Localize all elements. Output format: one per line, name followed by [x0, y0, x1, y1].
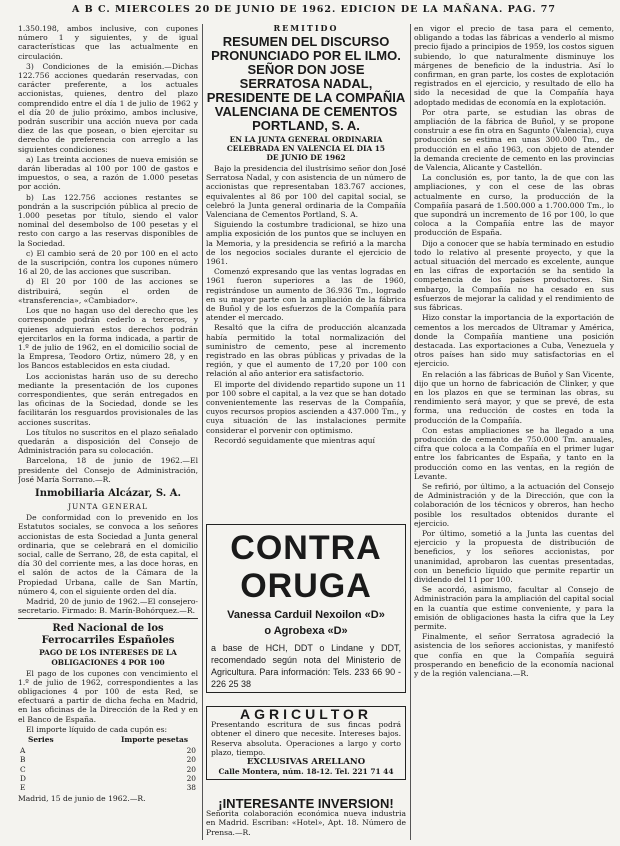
paragraph: c) El cambio será de 20 por 100 en el acto de la suscripción, contra los cupones número 16 al 20, de las acciones que suscriban. [18, 248, 198, 277]
paragraph: Siguiendo la costumbre tradicional, se hizo una amplia exposición de los puntos que se incluyen en la Memoria, y la presidencia se refirió a la marcha de los negocios sociales durante el ejercicio de 1961. [206, 220, 406, 267]
section-label: REMITIDO [273, 24, 339, 33]
article-title: RESUMEN DEL DISCURSO PRONUNCIADO POR EL ILMO. SEÑOR DON JOSE SERRATOSA NADAL, PRESIDENTE DE LA COMPAÑIA VALENCIANA DE CEMENTOS PORTLAND, S. A. [206, 34, 406, 134]
table-row [18, 774, 198, 783]
advertisement-oruga [206, 524, 406, 693]
notice-subtitle: JUNTA GENERAL [68, 501, 148, 511]
paragraph: Finalmente, el señor Serratosa agradeció la asistencia de los señores accionistas, y manifestó que confía en que la Compañía seguirá prosperando en beneficio de la economía nacional y de la región valenciana.—R. [414, 632, 614, 679]
paragraph: El pago de los cupones con vencimiento el 1.º de julio de 1962, correspondientes a las obligaciones 4 por 100 de esta Red, se efectuará a partir de dicha fecha en Madrid, en las oficinas de la Dirección de la Red y en el Banco de España. [18, 668, 198, 724]
paragraph: en vigor el precio de tasa para el cemento, obligando a todas las fábricas a venderlo al mismo precio fijado a principios de 1959, los costos siguen subiendo, lo que naturalmente disminuye los márgenes de beneficio de la industria. Así lo confirman, en gran parte, los costes de explotación registrados en el ejercicio, y resultado de ello ha sido la necesidad de que la Compañía haya adoptado medidas de economía en la explotación. [414, 24, 614, 107]
paragraph: Por otra parte, se estudian las obras de ampliación de la fábrica de Buñol, y se propone construir a ese fin otra en Sagunto (Valencia), cuya producción se estima en unas 300.000 Tm., de producción en el año 1963, con objeto de atender la demanda creciente de cemento en las provincias de Valencia, Alicante y Castellón. [414, 107, 614, 173]
ad-address: Calle Montera, núm. 18-12. Tel. 221 71 44 [218, 766, 394, 776]
column-right [414, 24, 614, 840]
paragraph: a) Las treinta acciones de nueva emisión se darán liberadas al 100 por 100 de gastos e impuestos, o sea, a razón de 1.000 pesetas por acción. [18, 154, 198, 192]
table-cell: 20 [186, 773, 196, 783]
ad-headline: AGRICULTOR [239, 706, 373, 722]
notice-title: Inmobiliaria Alcázar, S. A. [35, 487, 181, 499]
paragraph: b) Las 122.756 acciones restantes se pondrán a la suscripción pública al precio de 1.000 pesetas por título, siendo el valor nominal del desembolso de 100 pesetas y el resto con cargo a las reservas disponibles de la Sociedad. [18, 192, 198, 248]
table-cell: A [20, 746, 26, 756]
paragraph: Por último, sometió a la Junta las cuentas del ejercicio y la propuesta de distribución de beneficios, y los señores accionistas, por unanimidad, aprobaron las cuentas presentadas, con un beneficio líquido que permite repartir un dividendo del 11 por 100. [414, 528, 614, 584]
paragraph: Recordó seguidamente que mientras aquí [214, 435, 375, 445]
paragraph: 3) Condiciones de la emisión.—Dichas 122.756 acciones quedarán reservadas, con carácter preferente, a los actuales accionistas, quienes, dentro del plazo comprendido entre el día 1 de julio de 1962 y el día 20 de julio próximo, ambos inclusive, podrán suscribir una acción nueva por cada diez de las que posean, o bien ejercitar su derecho de preferencia con arreglo a las siguientes condiciones: [18, 61, 198, 154]
table-header [18, 735, 198, 744]
article-subtitle: EN LA JUNTA GENERAL ORDINARIA CELEBRADA EN VALENCIA EL DIA 15 [226, 135, 386, 153]
paragraph: Se acordó, asimismo, facultar al Consejo de Administración para la ampliación del capital social en la cuantía que estime conveniente, y para la emisión de obligaciones hasta la cifra que la Ley permite. [414, 585, 614, 631]
column-left [18, 24, 198, 840]
ad-body: Presentando escritura de sus fincas podrá obtener el dinero que necesite. Intereses bajos. Reserva absoluta. Operaciones a largo y corto plazo, tiempo. [211, 720, 401, 757]
advertisement-agricultor [206, 706, 406, 780]
paragraph: Comenzó expresando que las ventas logradas en 1961 fueron superiores a las de 1960, registrándose un aumento de 36.936 Tm., logrado en su mayor parte con la ampliación de la fábrica de Buñol y de los esfuerzos de la Compañía para atender el mercado. [206, 267, 406, 323]
page-header: A B C. MIERCOLES 20 DE JUNIO DE 1962. EDICION DE LA MAÑANA. PAG. 77 [71, 4, 557, 15]
table-cell: 20 [186, 764, 196, 774]
paragraph: 1.350.198, ambos inclusive, con cupones número 1 y siguientes, y de igual características que las actualmente en circulación. [18, 24, 198, 61]
table-row [18, 746, 198, 755]
table-cell: C [20, 764, 26, 774]
ad-headline: ¡INTERESANTE INVERSION! [218, 796, 394, 811]
article-subtitle: DE JUNIO DE 1962 [266, 153, 346, 163]
paragraph: Se refirió, por último, a la actuación del Consejo de Administración y de la Dirección, que con la colaboración de los técnicos y obreros, han hecho posible los resultados obtenidos durante el ejercicio. [414, 481, 614, 528]
ad-product: o Agrobexa «D» [264, 625, 348, 637]
table-cell: 20 [186, 746, 196, 756]
paragraph: Resaltó que la cifra de producción alcanzada había permitido la total normalización del suministro de cemento, pese al incremento registrado en las obras públicas y privadas de la región, y que el aumento de 17,20 por 100 con relación al año anterior era satisfactorio. [206, 323, 406, 379]
paragraph: De conformidad con lo prevenido en los Estatutos sociales, se convoca a los señores accionistas de esta Sociedad a Junta general ordinaria, que se celebrará en el domicilio social, calle de Serrano, 28, de esta capital, el día 30 del corriente mes, a las doce horas, en el salón de actos de la Cámara de la Propiedad Urbana, calle de San Martín, número 4, con el siguiente orden del día. [18, 513, 198, 596]
paragraph: Madrid, 15 de junio de 1962.—R. [18, 794, 146, 804]
ad-body: Señorita colaboración económica nueva industria en Madrid. Escriban: «Hotel», Apt. 18. Número de Prensa.—R. [206, 809, 406, 837]
column-rule [202, 24, 203, 840]
paragraph: Hizo constar la importancia de la exportación de cementos a los mercados de Ultramar y América, donde la Compañía mantiene una posición destacada. Las exportaciones a Cuba, Venezuela y otros países han sido muy satisfactorias en el ejercicio. [414, 313, 614, 369]
ad-body: a base de HCH, DDT o Lindane y DDT, recomendado según nota del Ministerio de Agricultura. Para información: Tels. 233 66 90 - 226 25 38 [211, 643, 401, 689]
paragraph: El importe del dividendo repartido supone un 11 por 100 sobre el capital, a la vez que se han dotado convenientemente las reservas de la Compañía, cuyos recursos propios ascienden a 437.000 Tm., y cuya situación de las instalaciones permite considerar el porvenir con optimismo. [206, 379, 406, 435]
paragraph: Dijo a conocer que se había terminado en estudio todo lo relativo al presente proyecto, y que la actual situación del mercado es excelente, aunque en las cifras de exportación se ha sentido la competencia de los países productores. Sin embargo, la Compañía no ha cesado en sus esfuerzos de mejorar la calidad y el rendimiento de sus fábricas. [414, 238, 614, 313]
table-header-cell: Importe pesetas [120, 735, 188, 744]
paragraph: Madrid, 20 de junio de 1962.—El consejero-secretario. Firmado: B. Marín-Bohórquez.—R. [18, 596, 198, 616]
paragraph: Los que no hagan uso del derecho que les corresponde podrán cederlo a terceros, y quienes adquieran estos derechos podrán ejercitarlos en la forma indicada, a partir de 1.º de julio de 1962, en el domicilio social de la Empresa, Teodoro Ortiz, número 28, y en los Bancos establecidos en esta ciudad. [18, 306, 198, 371]
notice-subtitle: OBLIGACIONES 4 POR 100 [51, 657, 165, 667]
paragraph: Los títulos no suscritos en el plazo señalado quedarán a disposición del Consejo de Administración para su colocación. [18, 427, 198, 456]
ad-company: EXCLUSIVAS ARELLANO [246, 757, 366, 768]
paragraph: La conclusión es, por tanto, la de que con las ampliaciones, y con el cese de las obras actualmente en curso, la producción de la Compañía pasará de 1.500.000 a 1.700.000 Tm., lo que supondrá un incremento de 16 por 100, lo que coloca a la Compañía entre las de mayor producción de España. [414, 173, 614, 238]
table-row [18, 783, 198, 792]
table-row [18, 765, 198, 774]
table-cell: B [20, 755, 26, 765]
table-cell: D [20, 773, 26, 783]
paragraph: El importe líquido de cada cupón es: [26, 724, 168, 734]
paragraph: En relación a las fábricas de Buñol y San Vicente, dijo que un horno de fabricación de Clinker, y que en los plazos en que se terminan las obras, su rendimiento será mayor, y que se prevé, de esta forma, una reducción de costes en toda la producción de la Compañía. [414, 369, 614, 425]
ad-headline: CONTRA ORUGA [230, 529, 382, 605]
table-cell: 38 [186, 783, 196, 793]
coupon-table [18, 746, 198, 792]
paragraph: Con estas ampliaciones se ha llegado a una producción de cemento de 750.000 Tm. anuales, cifra que coloca a la Compañía en el primer lugar entre los fabricantes de España, y tanto en la producción como en las ventas, en la región de Levante. [414, 425, 614, 481]
table-header-cell: Series [28, 735, 54, 744]
column-rule [410, 24, 411, 840]
table-row [18, 755, 198, 764]
table-cell: 20 [186, 755, 196, 765]
paragraph: Barcelona, 18 de junio de 1962.—El presidente del Consejo de Administración, José María Sorrano.—R. [18, 456, 198, 484]
notice-title: Red Nacional de los Ferrocarriles Españoles [41, 623, 175, 647]
notice-subtitle: PAGO DE LOS INTERESES DE LA [39, 648, 177, 658]
advertisement-inversion [206, 796, 406, 838]
column-middle [206, 24, 406, 840]
paragraph: Bajo la presidencia del ilustrísimo señor don José Serratosa Nadal, y con asistencia de un número de accionistas que representaban 183.767 acciones, equivalentes al 86 por 100 del capital social, se celebró la Junta general ordinaria de la Compañía Valenciana de Cementos Portland, S. A. [206, 163, 406, 219]
paragraph: Los accionistas harán uso de su derecho mediante la presentación de los cupones correspondientes, que serán entregados en las oficinas de la Sociedad, donde se les facilitarán los resguardos provisionales de las acciones suscritas. [18, 371, 198, 427]
table-cell: E [20, 783, 26, 793]
paragraph: d) El 20 por 100 de las acciones se distribuirá, según el orden de «transferencia», «Cambiador». [18, 277, 198, 305]
ad-product: Vanessa Carduil Nexoilon «D» [227, 609, 385, 621]
divider [18, 618, 198, 619]
